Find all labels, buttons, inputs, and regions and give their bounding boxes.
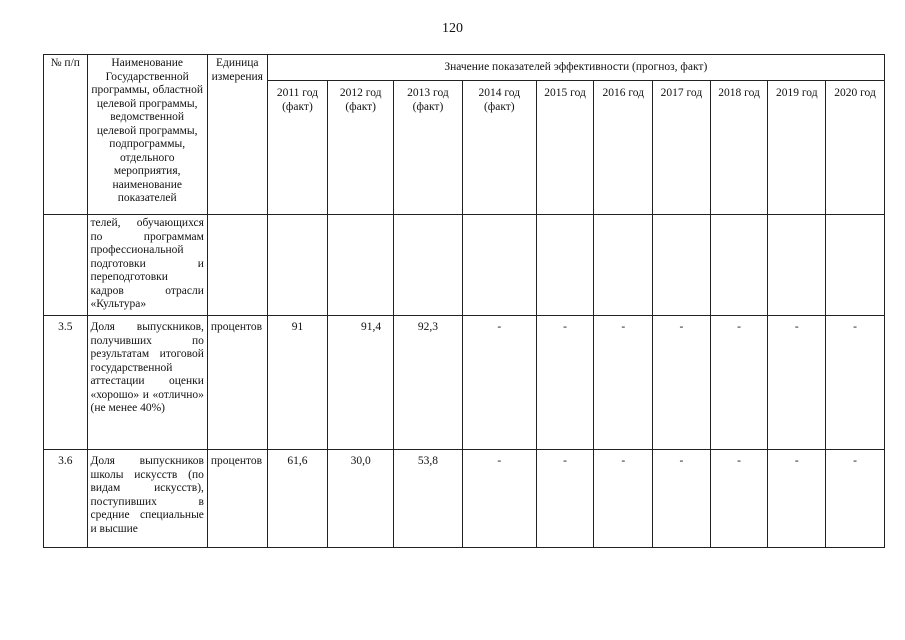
- row-value: -: [710, 316, 768, 450]
- row-value: -: [462, 450, 536, 548]
- row-num: 3.6: [44, 450, 88, 548]
- row-name: телей, обучающихся по программам профессиональной подготовки и переподготовки кадров отрасли «Культура»: [87, 215, 207, 316]
- row-value: 30,0: [328, 450, 394, 548]
- page-number: 120: [442, 21, 463, 36]
- header-year: 2011 год (факт): [267, 81, 328, 215]
- header-unit-cell: Единица измерения: [207, 55, 267, 215]
- row-value: [826, 215, 885, 316]
- row-unit: [207, 215, 267, 316]
- indicators-table: [43, 54, 885, 548]
- header-year: 2017 год: [653, 81, 711, 215]
- row-value: [267, 215, 328, 316]
- row-value: 92,3: [394, 316, 463, 450]
- header-year: 2020 год: [826, 81, 885, 215]
- row-value: -: [826, 316, 885, 450]
- table-row: [44, 316, 885, 450]
- header-year: 2013 год (факт): [394, 81, 463, 215]
- row-value: 53,8: [394, 450, 463, 548]
- header-year: 2015 год: [536, 81, 594, 215]
- row-value: [394, 215, 463, 316]
- header-values-group: Значение показателей эффективности (прогноз, факт): [267, 55, 884, 81]
- row-value: [768, 215, 826, 316]
- row-num: 3.5: [44, 316, 88, 450]
- header-year: 2016 год: [594, 81, 653, 215]
- header-year: 2018 год: [710, 81, 768, 215]
- row-value: -: [768, 316, 826, 450]
- row-value: -: [594, 316, 653, 450]
- row-name: Доля выпускников школы искусств (по видам искусств), поступивших в средние специальные и высшие: [87, 450, 207, 548]
- header-row-1: [44, 55, 885, 81]
- header-name-cell: Наименование Государственной программы, областной целевой программы, ведомственной целевой программы, подпрограммы, отдельного мероприятия, наименование показателей: [87, 55, 207, 215]
- row-unit: процентов: [207, 450, 267, 548]
- row-value: -: [536, 316, 594, 450]
- row-value: 91,4: [328, 316, 394, 450]
- header-year: 2012 год (факт): [328, 81, 394, 215]
- row-value: [462, 215, 536, 316]
- row-value: -: [653, 450, 711, 548]
- row-value: [710, 215, 768, 316]
- row-num: [44, 215, 88, 316]
- header-year: 2019 год: [768, 81, 826, 215]
- header-year: 2014 год (факт): [462, 81, 536, 215]
- row-value: -: [536, 450, 594, 548]
- row-unit: процентов: [207, 316, 267, 450]
- row-value: -: [710, 450, 768, 548]
- row-value: [653, 215, 711, 316]
- row-value: 91: [267, 316, 328, 450]
- row-value: [594, 215, 653, 316]
- row-value: -: [462, 316, 536, 450]
- row-value: -: [826, 450, 885, 548]
- table-row: [44, 215, 885, 316]
- row-name: Доля выпускников, получивших по результатам итоговой государственной аттестации оценки «хорошо» и «отлично» (не менее 40%): [87, 316, 207, 450]
- row-value: [328, 215, 394, 316]
- header-num-cell: № п/п: [44, 55, 88, 215]
- row-value: -: [768, 450, 826, 548]
- row-value: -: [653, 316, 711, 450]
- row-value: -: [594, 450, 653, 548]
- row-value: [536, 215, 594, 316]
- row-value: 61,6: [267, 450, 328, 548]
- table-row: [44, 450, 885, 548]
